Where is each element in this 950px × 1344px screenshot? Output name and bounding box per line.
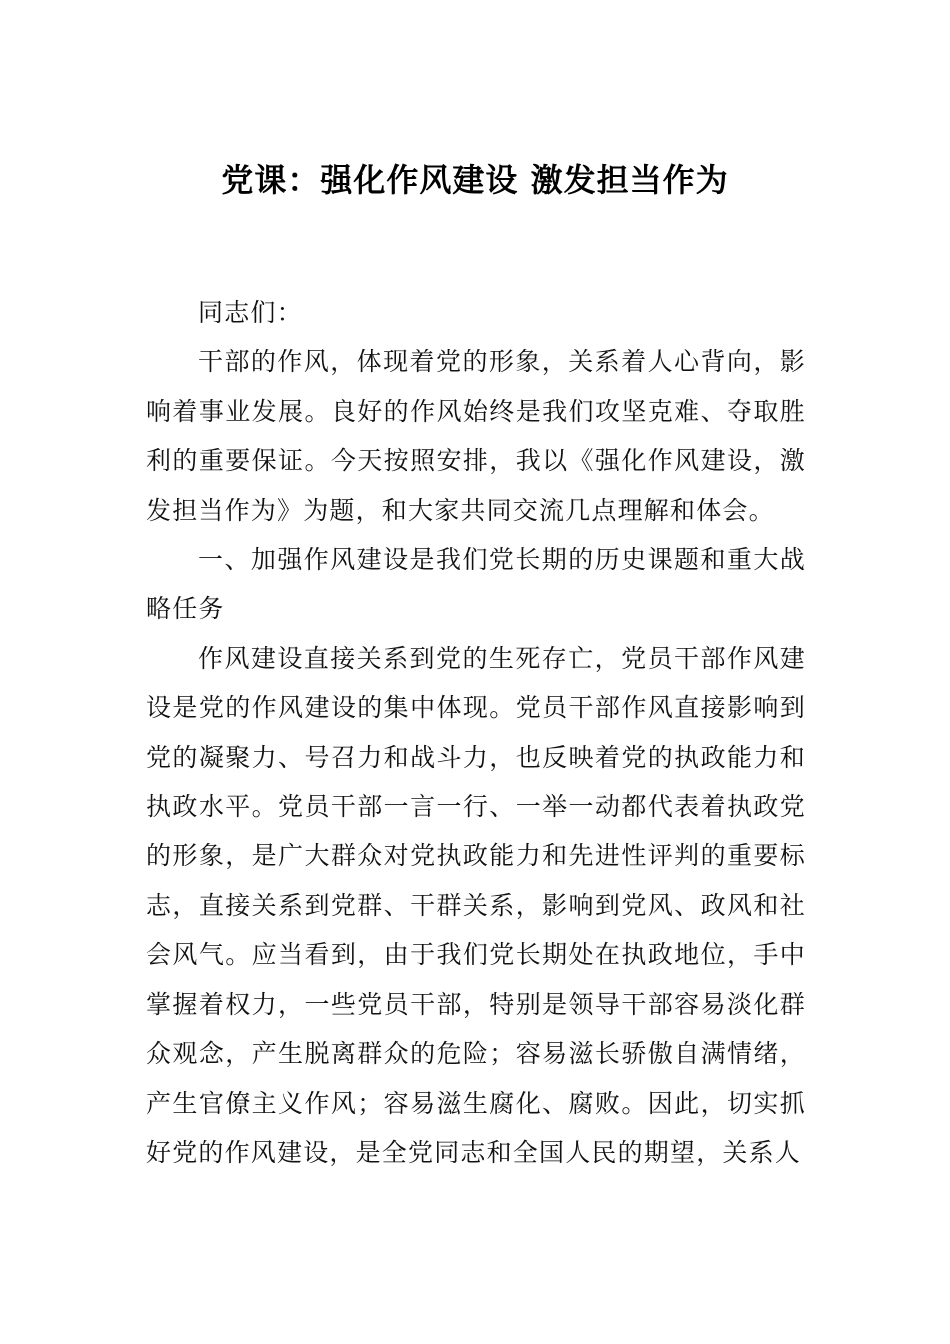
section-heading-1: 一、加强作风建设是我们党长期的历史课题和重大战略任务 bbox=[146, 545, 806, 624]
paragraph-section-1: 作风建设直接关系到党的生死存亡，党员干部作风建设是党的作风建设的集中体现。党员干部作风直接影响到党的凝聚力、号召力和战斗力，也反映着党的执政能力和执政水平。党员干部一言一行、一举一动都代表着执政党的形象，是广大群众对党执政能力和先进性评判的重要标志，直接关系到党群、干群关系，影响到党风、政风和社会风气。应当看到，由于我们党长期处在执政地位，手中掌握着权力，一些党员干部，特别是领导干部容易淡化群众观念，产生脱离群众的危险；容易滋长骄傲自满情绪，产生官僚主义作风；容易滋生腐化、腐败。因此，切实抓好党的作风建设，是全党同志和全国人民的期望，关系人 bbox=[146, 643, 806, 1167]
salutation: 同志们： bbox=[198, 298, 303, 327]
document-title: 党课：强化作风建设 激发担当作为 bbox=[221, 161, 729, 199]
paragraph-intro: 干部的作风，体现着党的形象，关系着人心背向，影响着事业发展。良好的作风始终是我们攻坚克难、夺取胜利的重要保证。今天按照安排，我以《强化作风建设，激发担当作为》为题，和大家共同交流几点理解和体会。 bbox=[146, 347, 806, 525]
document-body bbox=[146, 288, 806, 1177]
